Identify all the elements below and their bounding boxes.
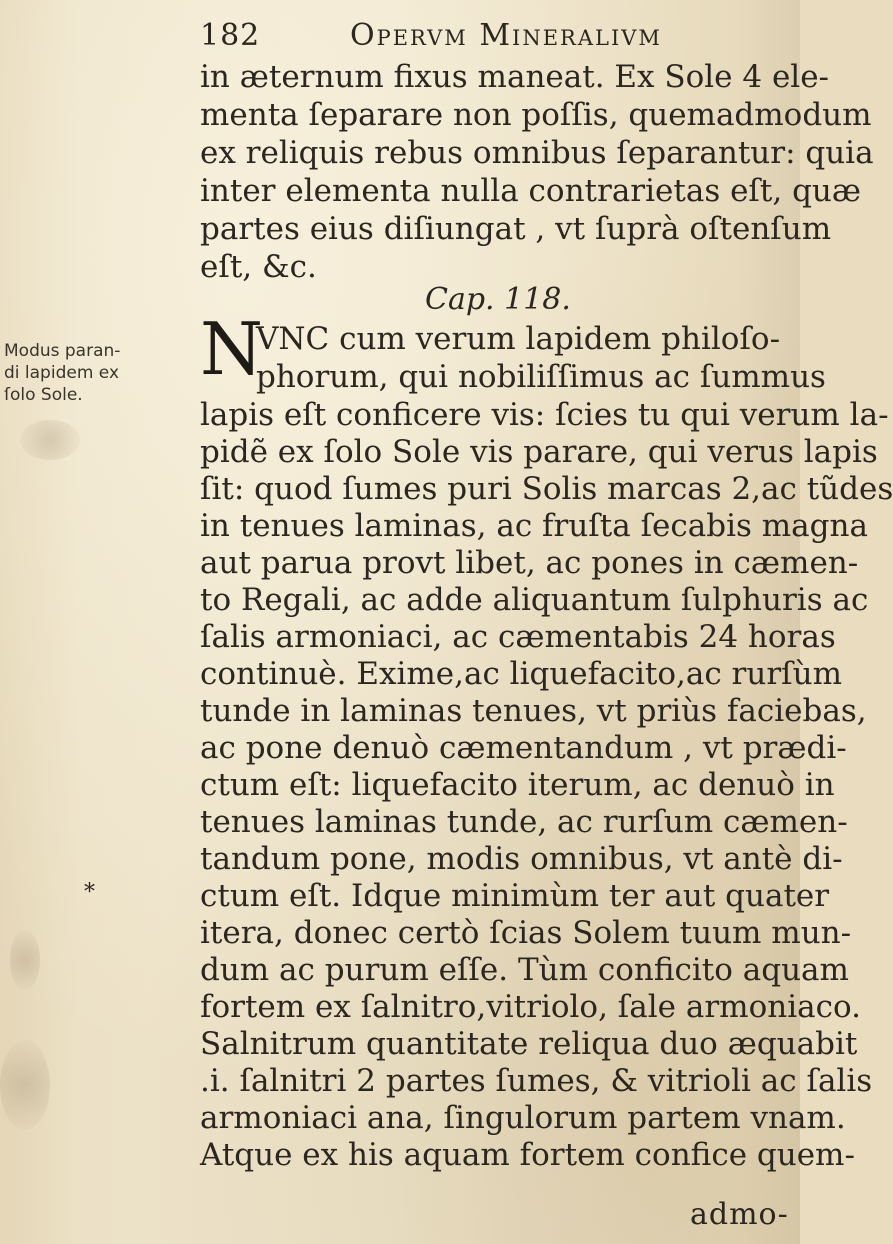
text-line: ſalis armoniaci, ac cæmentabis 24 horas: [200, 619, 836, 655]
running-title: Opervm Mineralivm: [350, 18, 662, 53]
text-line: VNC cum verum lapidem philoſo-: [256, 321, 781, 357]
text-line: dum ac purum eſſe. Tùm conficito aquam: [200, 952, 849, 988]
chapter-heading: Cap. 118.: [425, 282, 571, 317]
paper-stain: [10, 930, 40, 990]
text-line: Atque ex his aquam fortem confice quem-: [200, 1137, 855, 1173]
asterisk-mark: *: [84, 880, 95, 905]
marginal-note-line: di lapidem ex: [4, 363, 120, 383]
text-line: partes eius diſiungat , vt ſuprà oſtenſum: [200, 211, 832, 247]
text-line: ex reliquis rebus omnibus ſeparantur: quia: [200, 135, 874, 171]
text-line: pidẽ ex ſolo Sole vis parare, qui verus lapis: [200, 434, 878, 470]
text-line: aut parua provt libet, ac pones in cæmen-: [200, 545, 859, 581]
marginal-note-line: Modus paran-: [4, 341, 121, 361]
text-line: inter elementa nulla contrarietas eſt, quæ: [200, 173, 862, 209]
text-line: ac pone denuò cæmentandum , vt prædi-: [200, 730, 847, 766]
text-line: phorum, qui nobiliſſimus ac ſummus: [256, 359, 826, 395]
text-line: itera, donec certò ſcias Solem tuum mun-: [200, 915, 852, 951]
text-line: ſit: quod ſumes puri Solis marcas 2,ac tũdes: [200, 471, 893, 507]
text-line: tenues laminas tunde, ac rurſum cæmen-: [200, 804, 848, 840]
text-line: .i. ſalnitri 2 partes ſumes, & vitrioli ac ſalis: [200, 1063, 873, 1099]
text-line: tandum pone, modis omnibus, vt antè di-: [200, 841, 843, 877]
text-line: in tenues laminas, ac fruſta ſecabis magna: [200, 508, 868, 544]
catchword: admo-: [690, 1197, 789, 1232]
text-line: ctum eſt: liquefacito iterum, ac denuò in: [200, 767, 835, 803]
text-line: eſt, &c.: [200, 249, 317, 285]
text-line: menta ſeparare non poſſis, quemadmodum: [200, 97, 872, 133]
page-header: [200, 14, 690, 54]
text-line: Salnitrum quantitate reliqua duo æquabit: [200, 1026, 858, 1062]
page-number: 182: [200, 18, 261, 53]
paper-stain: [20, 420, 80, 460]
text-line: tunde in laminas tenues, vt priùs faciebas,: [200, 693, 867, 729]
marginal-note-line: ſolo Sole.: [4, 385, 83, 405]
text-line: ctum eſt. Idque minimùm ter aut quater: [200, 878, 830, 914]
text-line: to Regali, ac adde aliquantum ſulphuris ac: [200, 582, 869, 618]
paper-stain: [0, 1040, 50, 1130]
text-line: in æternum fixus maneat. Ex Sole 4 ele-: [200, 59, 830, 95]
drop-cap: N: [200, 307, 263, 391]
text-line: lapis eſt conficere vis: ſcies tu qui verum la-: [200, 397, 889, 433]
text-line: armoniaci ana, ſingulorum partem vnam.: [200, 1100, 846, 1136]
marginal-note: [4, 340, 194, 406]
text-line: continuè. Exime,ac liquefacito,ac rurſùm: [200, 656, 842, 692]
text-line: fortem ex ſalnitro,vitriolo, ſale armoniaco.: [200, 989, 861, 1025]
